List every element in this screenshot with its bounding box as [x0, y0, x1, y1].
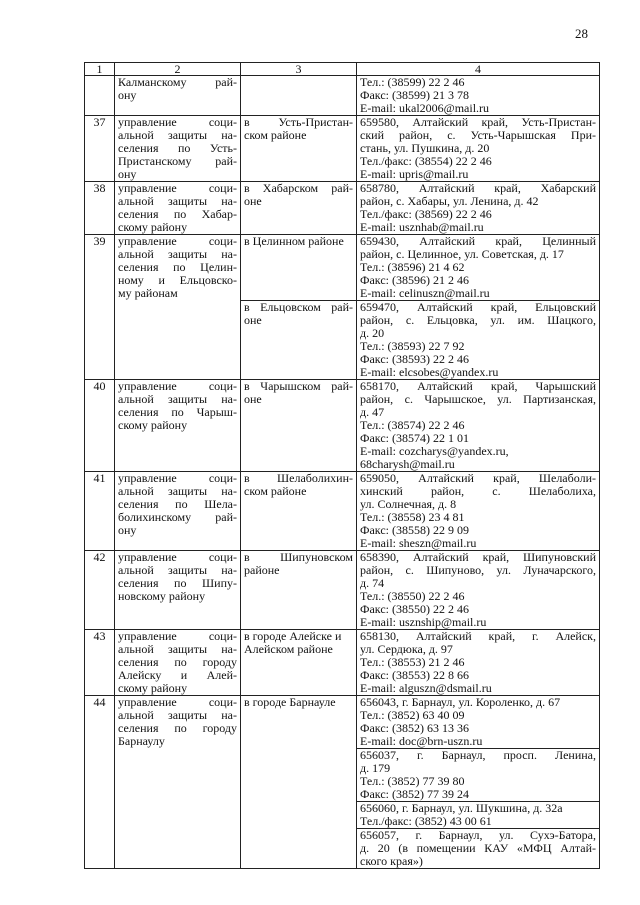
contact-line: район, с. Чарышское, ул. Партизанская,	[360, 392, 596, 406]
office-name-line: ону	[118, 523, 137, 537]
office-name-line: альной защиты на-	[118, 247, 237, 261]
row-number-cell: 38	[85, 182, 115, 235]
location-cell	[241, 235, 357, 301]
office-name-cell	[115, 116, 241, 182]
contact-line: Тел.: (38553) 21 2 46	[360, 655, 465, 669]
contact-line: Факс: (38596) 21 2 46	[360, 273, 469, 287]
office-name-line: управление соци-	[118, 629, 237, 643]
contact-line: E-mail: celinuszn@mail.ru	[360, 286, 490, 300]
contact-line: 656037, г. Барнаул, просп. Ленина,	[360, 748, 596, 762]
contact-line: район, с. Шипуново, ул. Луначарского,	[360, 563, 596, 577]
contact-line: E-mail: usznship@mail.ru	[360, 615, 487, 629]
office-name-line: управление соци-	[118, 234, 237, 248]
office-name-cell	[115, 76, 241, 116]
office-name-line: альной защиты на-	[118, 563, 237, 577]
contact-line: Факс: (38593) 22 2 46	[360, 352, 469, 366]
contact-line: д. 179	[360, 761, 391, 775]
contact-line: Тел.: (38599) 22 2 46	[360, 75, 465, 89]
location-cell	[241, 696, 357, 869]
location-line: в Хабарском рай-	[244, 181, 353, 195]
table-row	[85, 630, 600, 696]
office-name-line: селения по Хабар-	[118, 207, 237, 221]
office-name-line: селения по Чарыш-	[118, 405, 237, 419]
office-name-line: управление соци-	[118, 379, 237, 393]
location-cell	[241, 380, 357, 472]
contact-line: Тел.: (38558) 23 4 81	[360, 510, 465, 524]
contact-line: район, с. Целинное, ул. Советская, д. 17	[360, 247, 564, 261]
office-name-line: селения по Шипу-	[118, 576, 237, 590]
office-name-line: альной защиты на-	[118, 194, 237, 208]
contact-line: E-mail: upris@mail.ru	[360, 167, 469, 181]
office-name-line: селения по Усть-	[118, 141, 237, 155]
location-line: Алейском районе	[244, 642, 333, 656]
office-name-line: селения по городу	[118, 655, 237, 669]
office-name-line: скому району	[118, 418, 188, 432]
contact-line: 656057, г. Барнаул, ул. Сухэ-Батора,	[360, 828, 596, 842]
contacts-cell	[357, 301, 600, 380]
table-row	[85, 116, 600, 182]
location-cell	[241, 301, 357, 380]
contact-line: 658780, Алтайский край, Хабарский	[360, 181, 596, 195]
contact-line: Факс: (38574) 22 1 01	[360, 431, 469, 445]
table-row	[85, 696, 600, 749]
contacts-cell	[357, 749, 600, 802]
table-row	[85, 235, 600, 301]
contact-line: E-mail: cozcharys@yandex.ru,	[360, 444, 509, 458]
contacts-cell	[357, 235, 600, 301]
office-name-line: ному и Ельцовско-	[118, 273, 237, 287]
contact-line: E-mail: elcsobes@yandex.ru	[360, 365, 499, 379]
contact-line: д. 20 (в помещении КАУ «МФЦ Алтай-	[360, 841, 596, 855]
contact-line: E-mail: sheszn@mail.ru	[360, 536, 477, 550]
contact-line: ского края»)	[360, 854, 423, 868]
table-row	[85, 380, 600, 472]
contacts-cell	[357, 116, 600, 182]
contact-line: д. 20	[360, 326, 385, 340]
office-name-cell	[115, 380, 241, 472]
office-name-cell	[115, 696, 241, 869]
office-name-cell	[115, 630, 241, 696]
location-line: в Шипуновском	[244, 550, 353, 564]
contact-line: д. 47	[360, 405, 385, 419]
location-line: ском районе	[244, 484, 307, 498]
office-name-line: Барнаулу	[118, 734, 165, 748]
contact-line: стань, ул. Пушкина, д. 20	[360, 141, 490, 155]
contact-line: Тел.: (38593) 22 7 92	[360, 339, 465, 353]
contact-line: район, с. Хабары, ул. Ленина, д. 42	[360, 194, 539, 208]
office-name-line: Алейску и Алей-	[118, 668, 237, 682]
contact-line: хинский район, с. Шелаболиха,	[360, 484, 596, 498]
contacts-cell	[357, 472, 600, 551]
table-row	[85, 182, 600, 235]
location-cell	[241, 116, 357, 182]
row-number-cell: 40	[85, 380, 115, 472]
contact-line: E-mail: ukal2006@mail.ru	[360, 101, 490, 115]
contacts-cell	[357, 380, 600, 472]
contact-line: 658130, Алтайский край, г. Алейск,	[360, 629, 596, 643]
location-line: районе	[244, 563, 280, 577]
table-row	[85, 472, 600, 551]
contact-line: Тел./факс: (3852) 43 00 61	[360, 814, 492, 828]
table-row	[85, 551, 600, 630]
contact-line: Факс: (3852) 77 39 24	[360, 787, 469, 801]
office-name-line: Пристанскому рай-	[118, 154, 237, 168]
location-cell	[241, 630, 357, 696]
contacts-cell	[357, 696, 600, 749]
office-name-line: селения по Шела-	[118, 497, 237, 511]
location-line: в Целинном районе	[244, 234, 344, 248]
column-header: 4	[357, 63, 600, 76]
contact-line: район, с. Ельцовка, ул. им. Шацкого,	[360, 313, 596, 327]
contacts-cell	[357, 802, 600, 829]
office-name-line: Калманскому рай-	[118, 75, 237, 89]
contacts-cell	[357, 182, 600, 235]
contact-line: Тел./факс: (38569) 22 2 46	[360, 207, 492, 221]
location-line: оне	[244, 392, 262, 406]
row-number-cell: 42	[85, 551, 115, 630]
location-cell	[241, 182, 357, 235]
contact-line: 659430, Алтайский край, Целинный	[360, 234, 596, 248]
contact-line: E-mail: usznhab@mail.ru	[360, 220, 484, 234]
row-number-cell	[85, 76, 115, 116]
location-line: в Ельцовском рай-	[244, 300, 353, 314]
location-cell	[241, 76, 357, 116]
contact-line: Тел.: (3852) 63 40 09	[360, 708, 465, 722]
contact-line: ул. Сердюка, д. 97	[360, 642, 453, 656]
office-name-line: ону	[118, 167, 137, 181]
location-line: в Шелаболихин-	[244, 471, 353, 485]
office-name-cell	[115, 182, 241, 235]
column-header: 3	[241, 63, 357, 76]
contact-line: E-mail: alguszn@dsmail.ru	[360, 681, 492, 695]
contact-line: Тел.: (38596) 21 4 62	[360, 260, 465, 274]
office-name-line: ону	[118, 88, 137, 102]
contact-line: Факс: (38553) 22 8 66	[360, 668, 469, 682]
contact-line: 68charysh@mail.ru	[360, 457, 455, 471]
location-line: в городе Алейске и	[244, 629, 342, 643]
office-name-line: управление соци-	[118, 471, 237, 485]
office-name-cell	[115, 235, 241, 380]
office-name-line: альной защиты на-	[118, 484, 237, 498]
row-number-cell: 37	[85, 116, 115, 182]
contact-line: 658170, Алтайский край, Чарышский	[360, 379, 596, 393]
contact-line: Тел.: (38574) 22 2 46	[360, 418, 465, 432]
contact-line: Факс: (38550) 22 2 46	[360, 602, 469, 616]
location-line: оне	[244, 313, 262, 327]
contact-line: ский район, с. Усть-Чарышская При-	[360, 128, 596, 142]
contacts-cell	[357, 829, 600, 869]
row-number-cell: 39	[85, 235, 115, 380]
office-name-line: управление соци-	[118, 550, 237, 564]
location-line: оне	[244, 194, 262, 208]
location-line: ском районе	[244, 128, 307, 142]
contact-line: 659050, Алтайский край, Шелаболи-	[360, 471, 596, 485]
location-line: в городе Барнауле	[244, 695, 336, 709]
contact-line: Факс: (38558) 22 9 09	[360, 523, 469, 537]
contact-line: 656043, г. Барнаул, ул. Короленко, д. 67	[360, 695, 561, 709]
location-line: в Усть-Пристан-	[244, 115, 353, 129]
page-number: 28	[575, 26, 588, 41]
contact-line: ул. Солнечная, д. 8	[360, 497, 457, 511]
contact-line: 656060, г. Барнаул, ул. Шукшина, д. 32а	[360, 801, 563, 815]
contacts-cell	[357, 76, 600, 116]
row-number-cell: 44	[85, 696, 115, 869]
office-name-line: му районам	[118, 286, 178, 300]
contact-line: Тел.: (3852) 77 39 80	[360, 774, 465, 788]
table-header-row	[85, 63, 600, 76]
office-name-line: альной защиты на-	[118, 708, 237, 722]
location-cell	[241, 472, 357, 551]
column-header: 2	[115, 63, 241, 76]
contact-line: Факс: (38599) 21 3 78	[360, 88, 469, 102]
contacts-cell	[357, 630, 600, 696]
office-name-line: новскому району	[118, 589, 206, 603]
contact-line: Тел.: (38550) 22 2 46	[360, 589, 465, 603]
office-name-line: управление соци-	[118, 115, 237, 129]
social-protection-offices-table	[84, 62, 600, 869]
office-name-line: альной защиты на-	[118, 642, 237, 656]
office-name-line: болихинскому рай-	[118, 510, 237, 524]
contact-line: Факс: (3852) 63 13 36	[360, 721, 469, 735]
row-number-cell: 43	[85, 630, 115, 696]
office-name-line: скому району	[118, 681, 188, 695]
office-name-line: альной защиты на-	[118, 128, 237, 142]
row-number-cell: 41	[85, 472, 115, 551]
office-name-line: альной защиты на-	[118, 392, 237, 406]
contact-line: 659470, Алтайский край, Ельцовский	[360, 300, 596, 314]
office-name-cell	[115, 551, 241, 630]
office-name-line: управление соци-	[118, 695, 237, 709]
contact-line: 659580, Алтайский край, Усть-Пристан-	[360, 115, 596, 129]
contact-line: Тел./факс: (38554) 22 2 46	[360, 154, 492, 168]
office-name-line: селения по городу	[118, 721, 237, 735]
office-name-line: селения по Целин-	[118, 260, 237, 274]
contact-line: 658390, Алтайский край, Шипуновский	[360, 550, 596, 564]
column-header: 1	[85, 63, 115, 76]
office-name-line: управление соци-	[118, 181, 237, 195]
location-cell	[241, 551, 357, 630]
contact-line: д. 74	[360, 576, 385, 590]
location-line: в Чарышском рай-	[244, 379, 353, 393]
office-name-line: скому району	[118, 220, 188, 234]
table-row	[85, 76, 600, 116]
contacts-cell	[357, 551, 600, 630]
contact-line: E-mail: doc@brn-uszn.ru	[360, 734, 483, 748]
office-name-cell	[115, 472, 241, 551]
